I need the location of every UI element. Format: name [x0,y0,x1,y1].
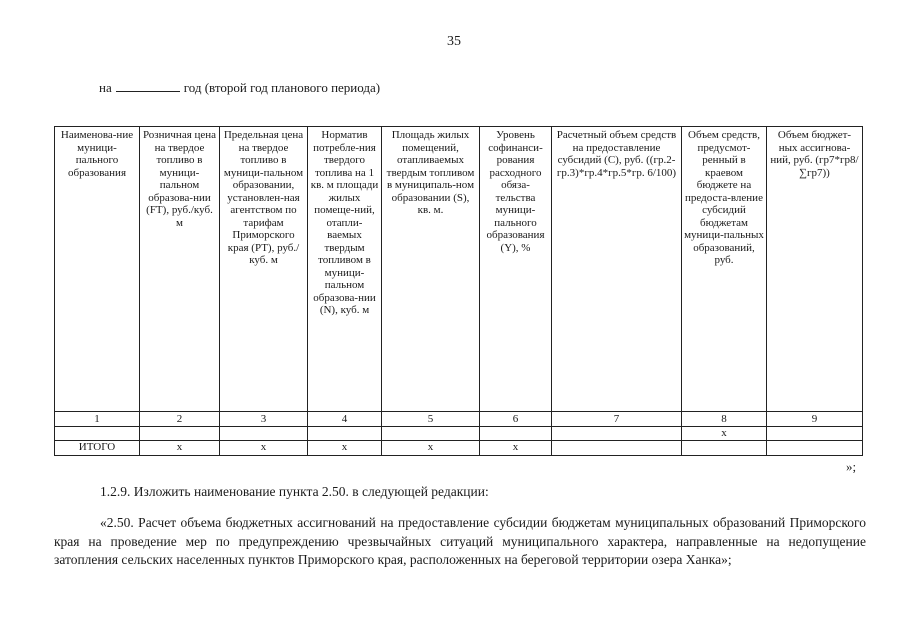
number-cell: 8 [682,412,767,427]
data-cell: x [682,427,767,441]
data-cell [140,427,220,441]
header-cell: Объем средств, предусмот-ренный в краевом бюджете на предоста-вление субсидий бюджетам муници-пальных образований, руб. [682,127,767,412]
data-cell [480,427,552,441]
data-cell [55,427,140,441]
page-number: 35 [447,34,461,49]
total-cell: x [308,440,382,455]
data-cell [308,427,382,441]
header-cell: Расчетный объем средств на предоставление субсидий (C), руб. ((гр.2-гр.3)*гр.4*гр.5*гр. 6/100) [552,127,682,412]
number-cell: 6 [480,412,552,427]
data-row [55,427,863,441]
header-cell: Розничная цена на твердое топливо в муници-пальном образова-нии (FT), руб./куб. м [140,127,220,412]
header-row [55,127,863,412]
paragraph-2-50: «2.50. Расчет объема бюджетных ассигнований на предоставление субсидии бюджетам муниципальных образований Приморского края на проведение мер по предупреждению чрезвычайных ситуаций муниципального характера, направленные на недопущение затопления сельских населенных пунктов Приморского края, расположенных на береговой территории озера Ханка»; [54,515,866,567]
header-cell: Объем бюджет-ных ассигнова-ний, руб. (гр7*гр8/ ∑гр7)) [767,127,863,412]
number-cell: 7 [552,412,682,427]
total-cell: x [480,440,552,455]
number-cell: 1 [55,412,140,427]
total-label: ИТОГО [55,440,140,455]
data-cell [552,427,682,441]
header-cell: Предельная цена на твердое топливо в муници-пальном образовании, установлен-ная агентством по тарифам Приморского края (РТ), руб./куб. м [220,127,308,412]
year-blank [116,81,180,92]
subsidy-calculation-table [54,126,863,456]
number-cell: 3 [220,412,308,427]
total-row [55,440,863,455]
header-cell: Норматив потребле-ния твердого топлива на 1 кв. м площади жилых помеще-ний, отапли-ваемых твердым топливом в муници-пальном образова-нии (N), куб. м [308,127,382,412]
total-cell: x [382,440,480,455]
total-cell [552,440,682,455]
closing-quote-mark: »; [846,459,857,474]
header-cell: Уровень софинанси-рования расходного обяза-тельства муници-пального образования (Y), % [480,127,552,412]
total-cell [767,440,863,455]
header-cell: Площадь жилых помещений, отапливаемых твердым топливом в муниципаль-ном образовании (S), кв. м. [382,127,480,412]
data-cell [767,427,863,441]
item-1-2-9-text: 1.2.9. Изложить наименование пункта 2.50. в следующей редакции: [100,484,489,499]
period-line [99,80,380,96]
number-cell: 5 [382,412,480,427]
period-prefix: на [99,80,112,95]
number-cell: 2 [140,412,220,427]
total-cell: x [140,440,220,455]
number-cell: 4 [308,412,382,427]
number-cell: 9 [767,412,863,427]
data-cell [382,427,480,441]
period-suffix: год (второй год планового периода) [183,80,381,95]
total-cell [682,440,767,455]
total-cell: x [220,440,308,455]
column-number-row [55,412,863,427]
data-cell [220,427,308,441]
header-cell: Наименова-ние муници-пального образования [55,127,140,412]
